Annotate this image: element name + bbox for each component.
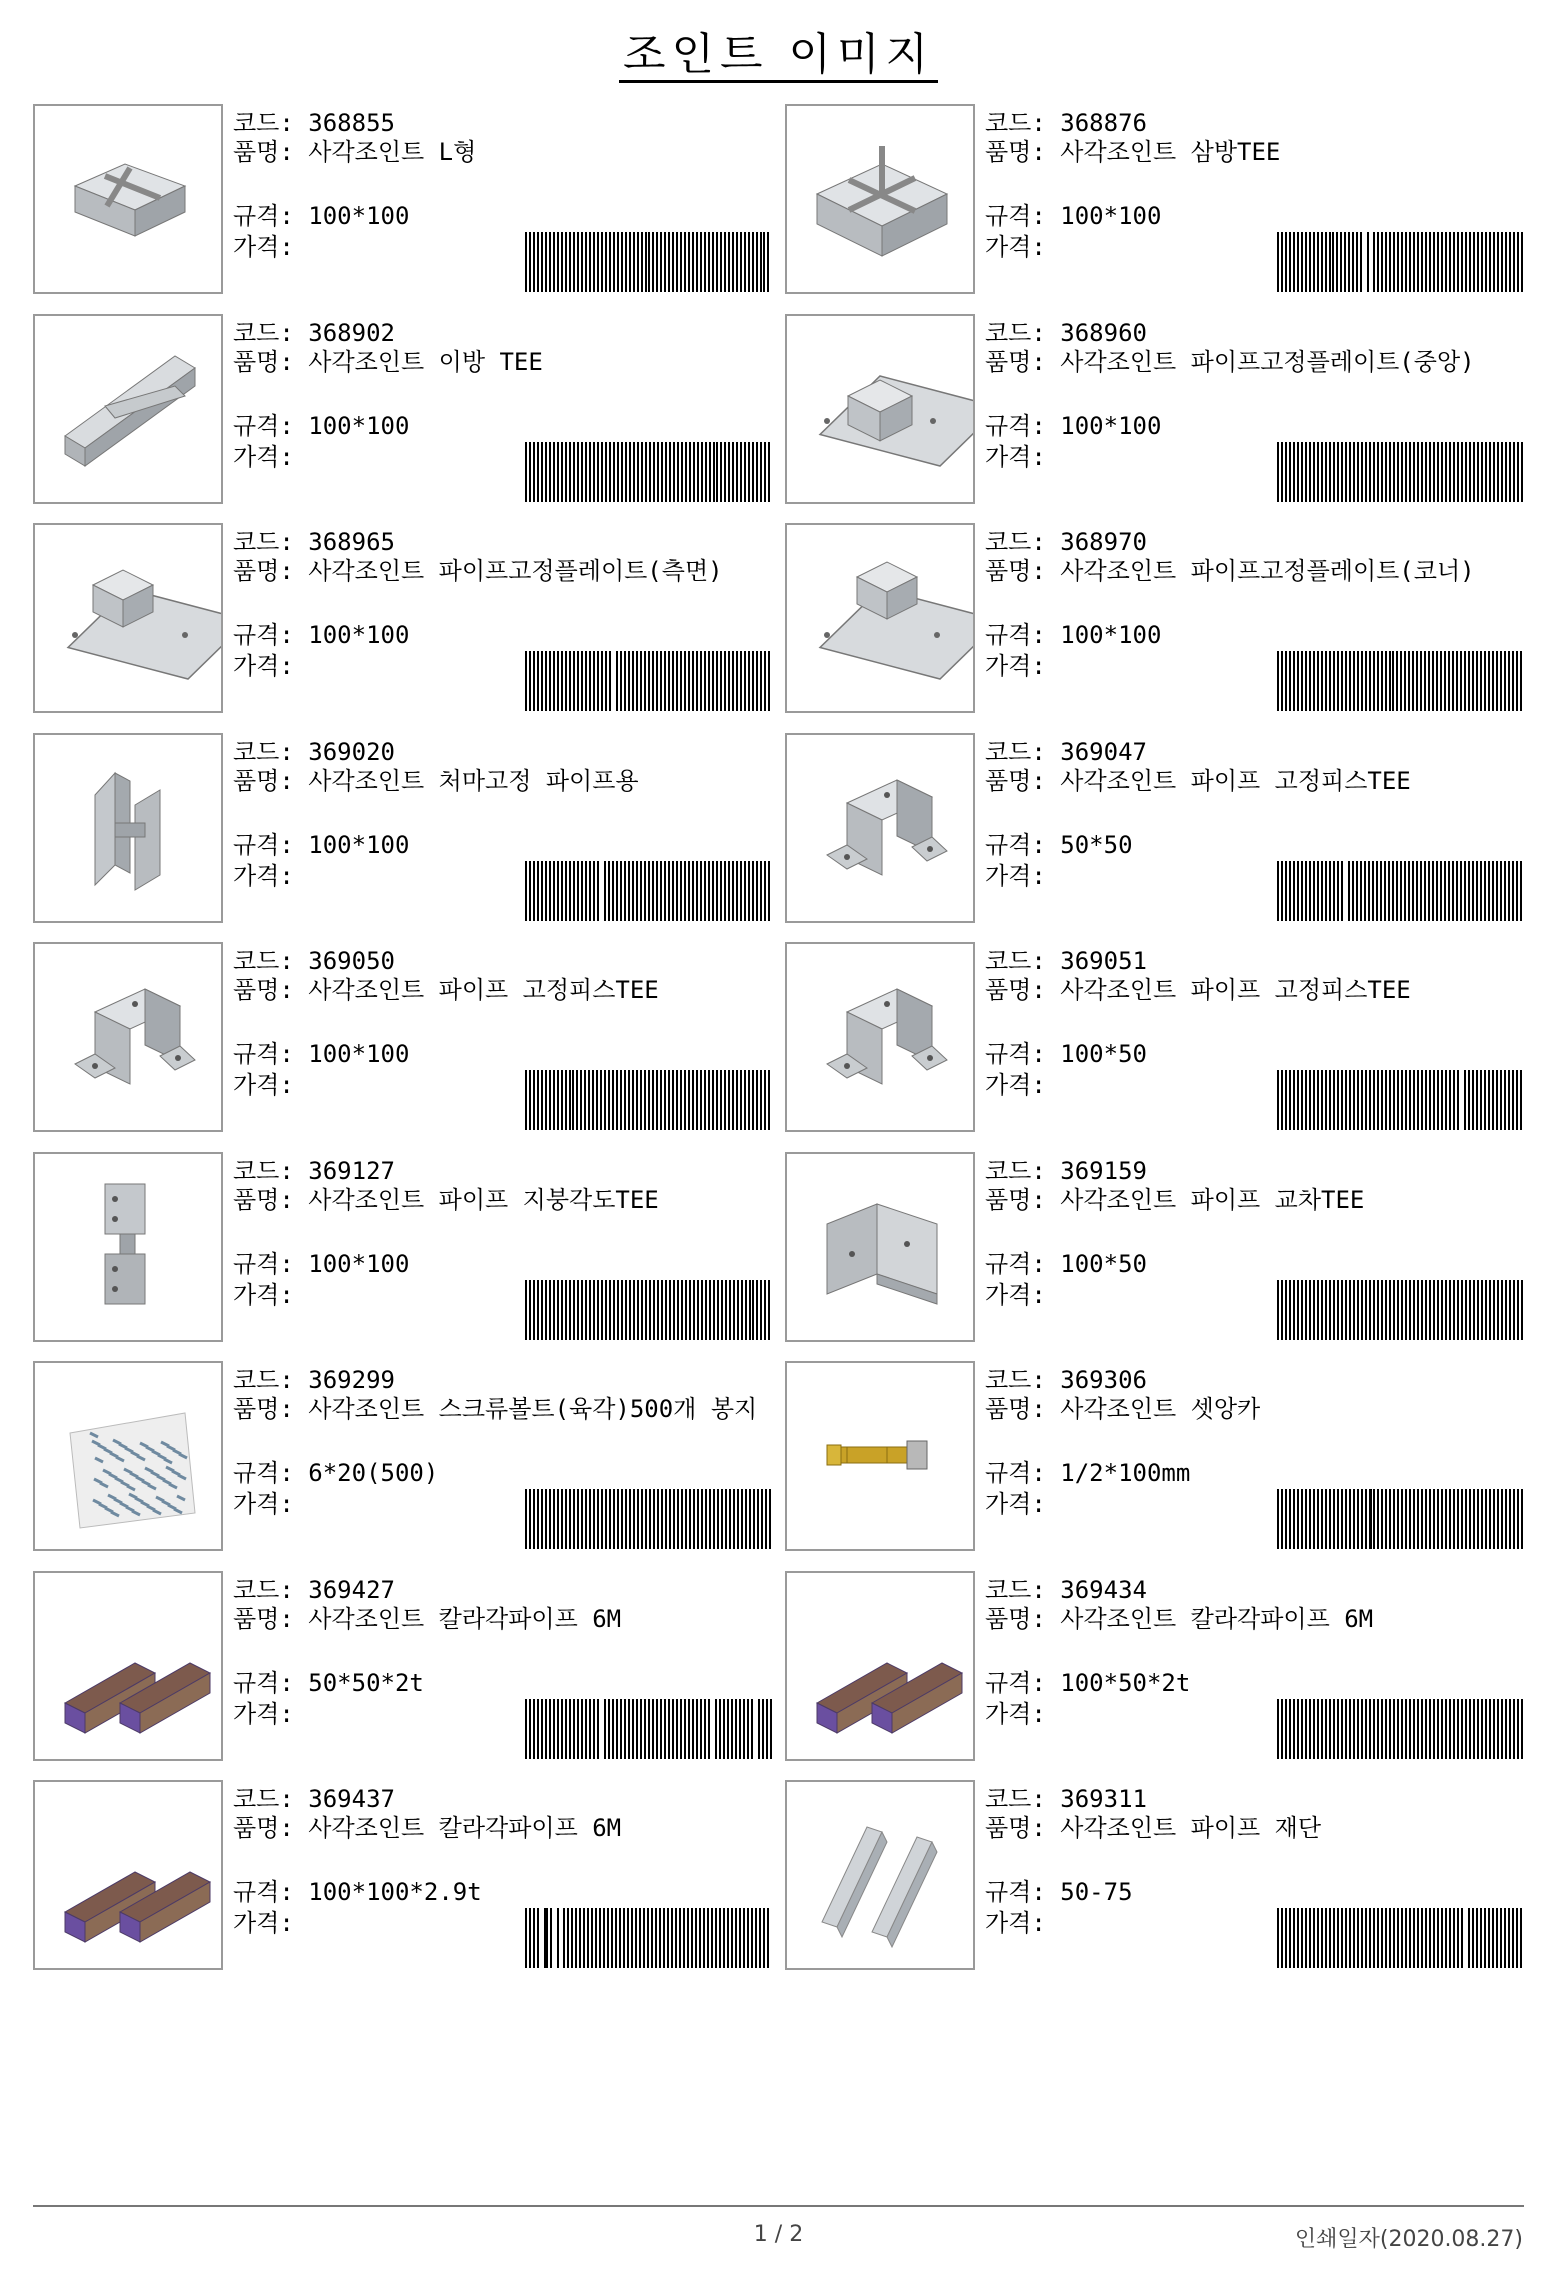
product-code: 369427 xyxy=(308,1575,395,1604)
product-image xyxy=(33,1780,223,1970)
product-name-row: 품명: 사각조인트 파이프 지붕각도TEE xyxy=(233,1185,659,1214)
product-code-row: 코드: 368855 xyxy=(233,109,395,137)
product-spec: 100*50 xyxy=(1060,1249,1147,1278)
barcode xyxy=(1277,232,1525,292)
product-name: 사각조인트 파이프고정플레이트(중앙) xyxy=(1060,347,1475,376)
product-spec-row: 규격: 100*100 xyxy=(985,411,1162,440)
product-code: 369050 xyxy=(308,947,395,975)
barcode xyxy=(525,651,773,711)
product-code-row: 코드: 369050 xyxy=(233,947,395,975)
barcode xyxy=(1277,442,1525,502)
barcode xyxy=(1277,651,1525,711)
cross-bracket-icon xyxy=(787,1154,973,1340)
product-image xyxy=(785,1571,975,1761)
product-card xyxy=(785,104,1525,294)
plate-center-icon xyxy=(787,316,973,502)
product-code-row: 코드: 368960 xyxy=(985,318,1147,347)
product-spec: 100*100 xyxy=(1060,621,1162,649)
product-name: 사각조인트 셋앙카 xyxy=(1060,1395,1261,1423)
product-name-row: 품명: 사각조인트 칼라각파이프 6M xyxy=(985,1604,1374,1633)
footer-divider xyxy=(33,2205,1524,2207)
product-code: 369127 xyxy=(308,1156,395,1185)
product-name-row: 품명: 사각조인트 파이프고정플레이트(측면) xyxy=(233,557,723,585)
product-spec-row: 규격: 100*50 xyxy=(985,1040,1147,1068)
product-spec: 100*100 xyxy=(308,411,410,440)
product-spec-row: 규격: 100*100 xyxy=(233,621,410,649)
product-price-row: 가격: xyxy=(233,652,294,680)
product-code: 368970 xyxy=(1060,528,1147,556)
page-title: 조인트 이미지 xyxy=(0,18,1557,82)
product-name: 사각조인트 파이프고정플레이트(측면) xyxy=(308,557,723,585)
product-card xyxy=(33,1152,773,1342)
u-bracket-icon xyxy=(787,735,973,921)
color-square-pipe-icon xyxy=(35,1782,221,1968)
product-image xyxy=(33,523,223,713)
product-price-row: 가격: xyxy=(985,1699,1046,1728)
product-spec-row: 규격: 100*100 xyxy=(233,1040,410,1068)
product-code: 369306 xyxy=(1060,1366,1147,1394)
product-price-row: 가격: xyxy=(233,442,294,471)
product-name: 사각조인트 칼라각파이프 6M xyxy=(1060,1604,1374,1633)
product-code-row: 코드: 369437 xyxy=(233,1785,395,1813)
product-spec: 100*100 xyxy=(308,1040,410,1068)
product-name: 사각조인트 파이프 지붕각도TEE xyxy=(308,1185,659,1214)
barcode xyxy=(1277,1908,1525,1968)
product-price-row: 가격: xyxy=(233,1490,294,1518)
product-code: 369051 xyxy=(1060,947,1147,975)
product-name: 사각조인트 칼라각파이프 6M xyxy=(308,1814,622,1842)
product-code-row: 코드: 369020 xyxy=(233,737,395,766)
product-name-row: 품명: 사각조인트 L형 xyxy=(233,138,477,166)
barcode xyxy=(525,1699,773,1759)
product-spec-row: 규격: 100*100*2.9t xyxy=(233,1878,482,1906)
product-name-row: 품명: 사각조인트 이방 TEE xyxy=(233,347,543,376)
product-name-row: 품명: 사각조인트 파이프 고정피스TEE xyxy=(985,766,1411,795)
product-name: 사각조인트 파이프 고정피스TEE xyxy=(1060,976,1411,1004)
product-spec-row: 규격: 100*100 xyxy=(985,202,1162,230)
product-name: 사각조인트 파이프 교차TEE xyxy=(1060,1185,1365,1214)
product-code-row: 코드: 369299 xyxy=(233,1366,395,1394)
product-name: 사각조인트 파이프고정플레이트(코너) xyxy=(1060,557,1475,585)
u-bracket-icon xyxy=(35,944,221,1130)
product-spec: 100*50*2t xyxy=(1060,1668,1191,1697)
color-square-pipe-icon xyxy=(787,1573,973,1759)
product-image xyxy=(33,733,223,923)
product-card xyxy=(33,104,773,294)
product-name-row: 품명: 사각조인트 파이프 재단 xyxy=(985,1814,1322,1842)
joint-three-way-tee-icon xyxy=(787,106,973,292)
product-card xyxy=(785,1571,1525,1761)
product-price-row: 가격: xyxy=(233,233,294,261)
product-card xyxy=(785,314,1525,504)
product-code-row: 코드: 368970 xyxy=(985,528,1147,556)
product-code: 369047 xyxy=(1060,737,1147,766)
product-card xyxy=(33,942,773,1132)
product-price-row: 가격: xyxy=(233,1280,294,1309)
product-image xyxy=(785,314,975,504)
product-price-row: 가격: xyxy=(233,1071,294,1099)
product-card xyxy=(785,1152,1525,1342)
product-price-row: 가격: xyxy=(985,1490,1046,1518)
page-number: 1 / 2 xyxy=(753,2222,804,2247)
product-card xyxy=(33,1571,773,1761)
product-card xyxy=(33,523,773,713)
product-name-row: 품명: 사각조인트 파이프고정플레이트(코너) xyxy=(985,557,1475,585)
product-card xyxy=(33,733,773,923)
product-name: 사각조인트 파이프 재단 xyxy=(1060,1814,1322,1842)
pipe-cut-icon xyxy=(787,1782,973,1968)
product-name: 사각조인트 스크류볼트(육각)500개 봉지 xyxy=(308,1395,758,1423)
product-name: 사각조인트 처마고정 파이프용 xyxy=(308,766,639,795)
product-code: 369159 xyxy=(1060,1156,1147,1185)
product-image xyxy=(33,314,223,504)
product-price-row: 가격: xyxy=(985,652,1046,680)
print-date: 인쇄일자(2020.08.27) xyxy=(1294,2227,1523,2252)
product-code: 368855 xyxy=(308,109,395,137)
product-name: 사각조인트 L형 xyxy=(308,138,477,166)
barcode xyxy=(525,1908,773,1968)
product-code-row: 코드: 369127 xyxy=(233,1156,395,1185)
barcode xyxy=(525,232,773,292)
product-image xyxy=(785,942,975,1132)
product-price-row: 가격: xyxy=(985,861,1046,890)
product-spec: 100*100 xyxy=(1060,202,1162,230)
product-image xyxy=(785,104,975,294)
product-card xyxy=(785,942,1525,1132)
color-square-pipe-icon xyxy=(35,1573,221,1759)
product-name-row: 품명: 사각조인트 스크류볼트(육각)500개 봉지 xyxy=(233,1395,758,1423)
barcode xyxy=(1277,1070,1525,1130)
barcode xyxy=(525,1489,773,1549)
product-name-row: 품명: 사각조인트 셋앙카 xyxy=(985,1395,1261,1423)
product-price-row: 가격: xyxy=(985,442,1046,471)
product-spec-row: 규격: 100*100 xyxy=(233,202,410,230)
product-name: 사각조인트 파이프 고정피스TEE xyxy=(1060,766,1411,795)
product-spec: 100*50 xyxy=(1060,1040,1147,1068)
product-name: 사각조인트 이방 TEE xyxy=(308,347,543,376)
product-spec-row: 규격: 6*20(500) xyxy=(233,1459,439,1487)
barcode xyxy=(525,1280,773,1340)
product-spec: 50-75 xyxy=(1060,1878,1133,1906)
product-code: 369434 xyxy=(1060,1575,1147,1604)
barcode xyxy=(1277,1699,1525,1759)
product-spec-row: 규격: 50-75 xyxy=(985,1878,1133,1906)
product-card xyxy=(33,314,773,504)
product-code-row: 코드: 369159 xyxy=(985,1156,1147,1185)
product-code-row: 코드: 368902 xyxy=(233,318,395,347)
product-code-row: 코드: 369051 xyxy=(985,947,1147,975)
product-name: 사각조인트 칼라각파이프 6M xyxy=(308,1604,622,1633)
plate-corner-icon xyxy=(787,525,973,711)
roof-angle-bracket-icon xyxy=(35,1154,221,1340)
product-spec-row: 규격: 100*100 xyxy=(233,830,410,859)
product-code: 369437 xyxy=(308,1785,395,1813)
u-bracket-icon xyxy=(787,944,973,1130)
product-image xyxy=(33,1361,223,1551)
product-spec: 6*20(500) xyxy=(308,1459,439,1487)
barcode xyxy=(1277,861,1525,921)
product-spec: 50*50*2t xyxy=(308,1668,424,1697)
product-name: 사각조인트 삼방TEE xyxy=(1060,138,1281,166)
product-code: 368876 xyxy=(1060,109,1147,137)
product-code-row: 코드: 369311 xyxy=(985,1785,1147,1813)
screw-bag-icon xyxy=(35,1363,221,1549)
product-price-row: 가격: xyxy=(985,233,1046,261)
product-spec-row: 규격: 100*100 xyxy=(985,621,1162,649)
product-spec: 1/2*100mm xyxy=(1060,1459,1191,1487)
product-name: 사각조인트 파이프 고정피스TEE xyxy=(308,976,659,1004)
product-spec: 100*100 xyxy=(308,830,410,859)
product-name-row: 품명: 사각조인트 파이프 고정피스TEE xyxy=(233,976,659,1004)
product-code: 369311 xyxy=(1060,1785,1147,1813)
product-spec: 100*100 xyxy=(308,1249,410,1278)
product-spec-row: 규격: 50*50 xyxy=(985,830,1133,859)
product-image xyxy=(785,1780,975,1970)
product-image xyxy=(33,104,223,294)
product-spec-row: 규격: 50*50*2t xyxy=(233,1668,424,1697)
product-spec-row: 규격: 100*50*2t xyxy=(985,1668,1191,1697)
product-code-row: 코드: 368965 xyxy=(233,528,395,556)
barcode xyxy=(525,442,773,502)
product-code: 369020 xyxy=(308,737,395,766)
product-image xyxy=(33,942,223,1132)
product-spec: 100*100*2.9t xyxy=(308,1878,482,1906)
product-name-row: 품명: 사각조인트 삼방TEE xyxy=(985,138,1281,166)
product-spec-row: 규격: 100*100 xyxy=(233,411,410,440)
product-price-row: 가격: xyxy=(233,1909,294,1937)
product-card xyxy=(785,1361,1525,1551)
product-card xyxy=(785,1780,1525,1970)
product-name-row: 품명: 사각조인트 칼라각파이프 6M xyxy=(233,1814,622,1842)
anchor-bolt-icon xyxy=(787,1363,973,1549)
product-image xyxy=(785,733,975,923)
product-code-row: 코드: 369427 xyxy=(233,1575,395,1604)
product-code: 368960 xyxy=(1060,318,1147,347)
product-spec-row: 규격: 100*50 xyxy=(985,1249,1147,1278)
product-image xyxy=(785,523,975,713)
product-card xyxy=(785,733,1525,923)
product-spec-row: 규격: 100*100 xyxy=(233,1249,410,1278)
product-card xyxy=(33,1361,773,1551)
product-name-row: 품명: 사각조인트 파이프고정플레이트(중앙) xyxy=(985,347,1475,376)
product-image xyxy=(33,1571,223,1761)
joint-two-way-tee-icon xyxy=(35,316,221,502)
product-price-row: 가격: xyxy=(985,1909,1046,1937)
plate-side-icon xyxy=(35,525,221,711)
barcode xyxy=(1277,1280,1525,1340)
product-spec: 100*100 xyxy=(1060,411,1162,440)
product-code: 369299 xyxy=(308,1366,395,1394)
barcode xyxy=(525,1070,773,1130)
product-code-row: 코드: 369434 xyxy=(985,1575,1147,1604)
product-card xyxy=(785,523,1525,713)
product-price-row: 가격: xyxy=(985,1071,1046,1099)
product-code-row: 코드: 368876 xyxy=(985,109,1147,137)
eave-bracket-icon xyxy=(35,735,221,921)
product-code: 368902 xyxy=(308,318,395,347)
product-name-row: 품명: 사각조인트 파이프 고정피스TEE xyxy=(985,976,1411,1004)
product-image xyxy=(33,1152,223,1342)
product-price-row: 가격: xyxy=(233,1699,294,1728)
joint-l-icon xyxy=(35,106,221,292)
product-image xyxy=(785,1361,975,1551)
product-spec: 50*50 xyxy=(1060,830,1133,859)
product-spec-row: 규격: 1/2*100mm xyxy=(985,1459,1191,1487)
barcode xyxy=(1277,1489,1525,1549)
product-price-row: 가격: xyxy=(985,1280,1046,1309)
product-code: 368965 xyxy=(308,528,395,556)
product-name-row: 품명: 사각조인트 파이프 교차TEE xyxy=(985,1185,1365,1214)
product-price-row: 가격: xyxy=(233,861,294,890)
product-spec: 100*100 xyxy=(308,621,410,649)
product-image xyxy=(785,1152,975,1342)
product-code-row: 코드: 369047 xyxy=(985,737,1147,766)
product-card xyxy=(33,1780,773,1970)
product-code-row: 코드: 369306 xyxy=(985,1366,1147,1394)
product-spec: 100*100 xyxy=(308,202,410,230)
barcode xyxy=(525,861,773,921)
product-name-row: 품명: 사각조인트 칼라각파이프 6M xyxy=(233,1604,622,1633)
product-name-row: 품명: 사각조인트 처마고정 파이프용 xyxy=(233,766,639,795)
